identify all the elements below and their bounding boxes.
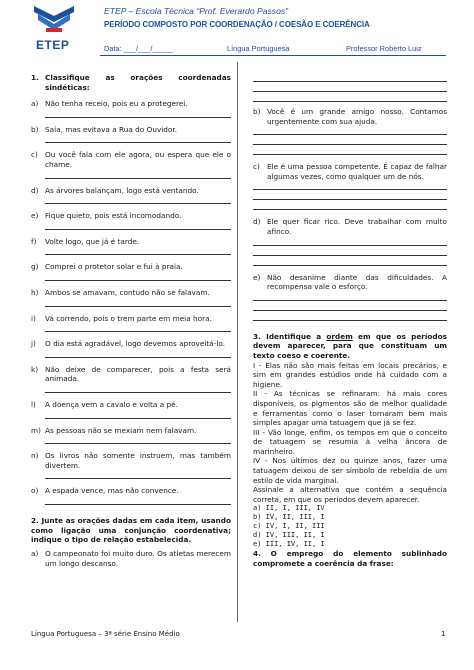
header-divider bbox=[100, 55, 446, 56]
answer-option[interactable]: a) II, I, III, IV bbox=[253, 504, 325, 513]
question-3-title: 3. Identifique a ordem em que os períodos devem aparecer, para que constituam um texto coeso e coerente. bbox=[253, 331, 447, 360]
question-2-items bbox=[253, 107, 447, 328]
question-1-item bbox=[31, 314, 231, 324]
question-1-item bbox=[31, 426, 231, 436]
question-3-sentence: IV - Nos últimos dez ou quinze anos, fazer uma tatuagem deixou de ser símbolo de rebeldia de um estilo de vida marginal. bbox=[253, 456, 447, 485]
item-letter: e) bbox=[253, 272, 261, 282]
answer-line[interactable] bbox=[253, 93, 447, 102]
page-title: PERÍODO COMPOSTO POR COORDENAÇÃO / COESÃO E COERÊNCIA bbox=[104, 20, 370, 29]
item-letter: g) bbox=[31, 262, 39, 272]
answer-line[interactable] bbox=[253, 73, 447, 82]
item-letter: b) bbox=[31, 124, 39, 134]
item-letter: c) bbox=[31, 150, 38, 160]
answer-line[interactable] bbox=[45, 410, 231, 419]
footer-left: Língua Portuguesa – 3ª série Ensino Médio bbox=[31, 630, 180, 638]
item-letter: f) bbox=[31, 236, 37, 246]
answer-line[interactable] bbox=[45, 134, 231, 143]
item-text: Não desanime diante das dificuldades. A recompensa vale o esforço. bbox=[267, 272, 447, 292]
left-column bbox=[31, 73, 231, 568]
item-text: Vá correndo, pois o trem parte em meia hora. bbox=[45, 313, 212, 323]
question-3-text bbox=[253, 361, 447, 486]
question-1-title: 1. Classifique as orações coordenadas sindéticas: bbox=[31, 73, 231, 92]
question-1-item bbox=[31, 99, 231, 109]
item-letter: h) bbox=[31, 287, 39, 297]
item-letter: i) bbox=[31, 313, 36, 323]
item-text: Volte logo, que já é tarde. bbox=[45, 236, 140, 246]
answer-line[interactable] bbox=[45, 323, 231, 332]
answer-line[interactable] bbox=[253, 302, 447, 311]
answer-line[interactable] bbox=[253, 201, 447, 210]
answer-option[interactable]: c) IV, I, II, III bbox=[253, 522, 325, 531]
answer-line[interactable] bbox=[45, 384, 231, 393]
answer-line[interactable] bbox=[45, 298, 231, 307]
question-1-item bbox=[31, 262, 231, 272]
answer-line[interactable] bbox=[253, 136, 447, 145]
answer-line[interactable] bbox=[253, 191, 447, 200]
answer-line[interactable] bbox=[253, 257, 447, 266]
answer-option[interactable]: e) III, IV, II, I bbox=[253, 540, 325, 549]
question-2-item bbox=[253, 217, 447, 236]
professor-label: Professor Roberto Luiz bbox=[346, 44, 422, 53]
answer-line[interactable] bbox=[253, 83, 447, 92]
question-1-item bbox=[31, 339, 231, 349]
answer-line[interactable] bbox=[45, 496, 231, 505]
subject-label: Língua Portuguesa bbox=[227, 44, 290, 53]
question-1-item bbox=[31, 186, 231, 196]
date-field: Data: ___/___/_____ bbox=[104, 44, 174, 53]
item-letter: j) bbox=[31, 339, 36, 349]
item-text: A espada vence, mas não convence. bbox=[45, 486, 179, 496]
answer-line[interactable] bbox=[253, 237, 447, 246]
question-3-sentence: II - As técnicas se refinaram: há mais cores disponíveis, os pigmentos são de melhor qualidade e ferramentas como o laser tornaram bem mais simples apagar uma tatuagem que já se fez. bbox=[253, 389, 447, 428]
item-letter: k) bbox=[31, 364, 39, 374]
answer-line[interactable] bbox=[253, 181, 447, 190]
answer-line[interactable] bbox=[253, 312, 447, 321]
answer-line[interactable] bbox=[45, 195, 231, 204]
item-text: O dia está agradável, logo devemos aproveitá-lo. bbox=[45, 339, 226, 349]
question-2-title: 2. Junte as orações dadas em cada item, usando como ligação uma conjunção coordenativa; indique o tipo de relação estabelecida. bbox=[31, 515, 231, 545]
answer-line[interactable] bbox=[45, 109, 231, 118]
answer-line[interactable] bbox=[45, 470, 231, 479]
answer-line[interactable] bbox=[45, 272, 231, 281]
item-text: A doença vem a cavalo e volta a pé. bbox=[45, 399, 178, 409]
item-text: Ou você fala com ele agora, ou espera que ele o chame. bbox=[45, 150, 231, 169]
answer-option[interactable]: d) IV, III, II, I bbox=[253, 531, 325, 540]
item-text: Ele quer ficar rico. Deve trabalhar com muito afinco. bbox=[267, 217, 447, 236]
item-text: Fique quieto, pois está incomodando. bbox=[45, 211, 182, 221]
right-column bbox=[253, 73, 447, 569]
page-number: 1 bbox=[441, 630, 446, 638]
item-text: Ambos se amavam, contudo não se falavam. bbox=[45, 287, 210, 297]
school-name: ETEP – Escola Técnica “Prof. Everardo Passos” bbox=[104, 6, 289, 16]
answer-line[interactable] bbox=[45, 246, 231, 255]
answer-line[interactable] bbox=[253, 292, 447, 301]
item-letter: o) bbox=[31, 486, 39, 496]
question-1-item bbox=[31, 237, 231, 247]
item-text: Ele é uma pessoa competente. É capaz de falhar algumas vezes, como qualquer um de nós. bbox=[267, 162, 447, 181]
item-letter: d) bbox=[31, 185, 39, 195]
item-text: Não deixe de comparecer, pois a festa será animada. bbox=[45, 364, 231, 384]
answer-line[interactable] bbox=[253, 146, 447, 155]
question-1-item bbox=[31, 365, 231, 384]
question-3-instruction: Assinale a alternativa que contém a sequência correta, em que os períodos devem aparecer. bbox=[253, 485, 447, 504]
answer-line[interactable] bbox=[253, 126, 447, 135]
question-3-options bbox=[253, 504, 447, 549]
question-2-item bbox=[253, 273, 447, 292]
item-text: Não tenha receio, pois eu a protegerei. bbox=[45, 99, 188, 109]
answer-line[interactable] bbox=[45, 221, 231, 230]
item-letter: n) bbox=[31, 451, 39, 461]
question-1-item bbox=[31, 451, 231, 470]
answer-line[interactable] bbox=[45, 435, 231, 444]
question-1-item bbox=[31, 288, 231, 298]
answer-line[interactable] bbox=[45, 170, 231, 179]
item-text: Comprei o protetor solar e fui à praia. bbox=[45, 262, 183, 272]
question-2-item bbox=[253, 107, 447, 126]
item-text: Os livros não somente instruem, mas também divertem. bbox=[45, 451, 231, 470]
question-3-sentence: I - Elas não são mais feitas em locais precários, e sim em grandes estúdios onde há cuidado com a higiene. bbox=[253, 360, 447, 389]
answer-option[interactable]: b) IV, II, III, I bbox=[253, 513, 325, 522]
question-2-item-a: a) O campeonato foi muito duro. Os atletas merecem um longo descanso. bbox=[31, 549, 231, 568]
question-1-item bbox=[31, 150, 231, 169]
question-4-title: 4. O emprego do elemento sublinhado compromete a coerência da frase: bbox=[253, 549, 447, 569]
item-letter: c) bbox=[253, 162, 260, 172]
question-1-items bbox=[31, 99, 231, 512]
question-1-item bbox=[31, 486, 231, 496]
logo-text: ETEP bbox=[36, 38, 70, 52]
item-text: As pessoas não se mexiam nem falavam. bbox=[45, 425, 197, 435]
question-2-item bbox=[253, 162, 447, 181]
item-text: Saía, mas evitava a Rua do Ouvidor. bbox=[45, 124, 178, 134]
item-letter: a) bbox=[31, 99, 39, 109]
question-1-item bbox=[31, 125, 231, 135]
item-letter: b) bbox=[253, 107, 261, 116]
item-text: Você é um grande amigo nosso. Contamos urgentemente com sua ajuda. bbox=[267, 107, 447, 126]
item-letter: l) bbox=[31, 399, 36, 409]
item-text: As árvores balançam, logo está ventando. bbox=[45, 185, 199, 195]
item-letter: d) bbox=[253, 217, 261, 227]
answer-line[interactable] bbox=[45, 349, 231, 358]
question-1-item bbox=[31, 400, 231, 410]
answer-line[interactable] bbox=[253, 247, 447, 256]
item-letter: e) bbox=[31, 211, 39, 221]
column-divider bbox=[237, 62, 238, 622]
item-letter: m) bbox=[31, 425, 41, 435]
question-3-sentence: III - Vão longe, enfim, os tempos em que o conceito de tatuagem se resumia à velha âncora de marinheiro. bbox=[253, 427, 447, 456]
question-1-item bbox=[31, 211, 231, 221]
